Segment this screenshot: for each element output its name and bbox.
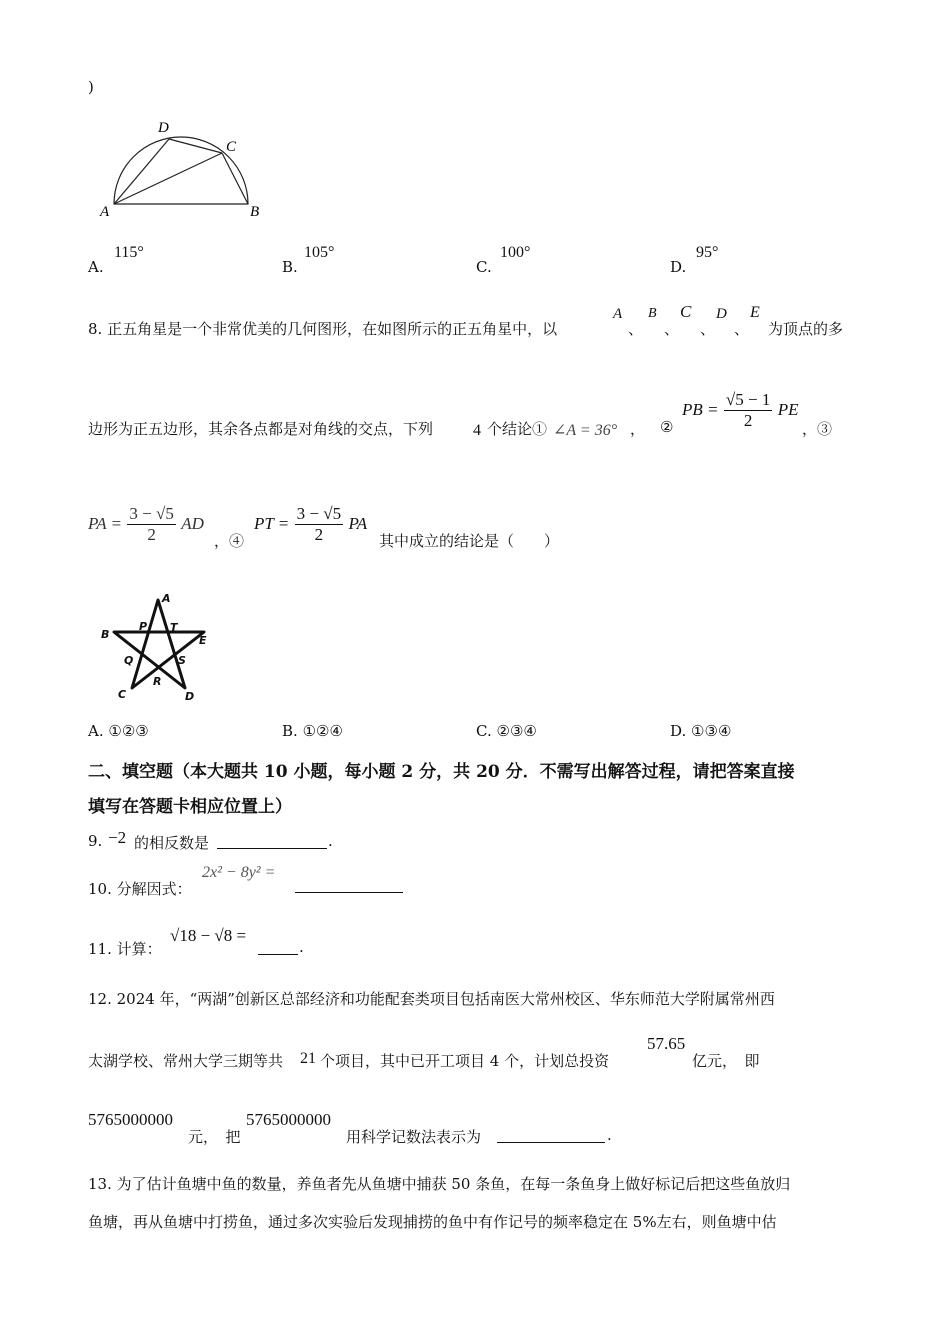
q12-line3-b: 用科学记数法表示为 [346, 1128, 482, 1146]
q8-vertex-d: D [716, 306, 727, 322]
fig2-label-p: P [139, 620, 148, 633]
q8-option-d-letter: D. [670, 722, 687, 740]
q13-line1: 13. 为了估计鱼塘中鱼的数量，养鱼者先从鱼塘中捕获 50 条鱼，在每一条鱼身上做好标记后把这些鱼放归 [88, 1175, 791, 1193]
q8-c4-denominator: 2 [314, 525, 324, 544]
q8-sep-4: 、 [734, 320, 750, 338]
q8-sep-2: 、 [664, 320, 680, 338]
fig2-label-e: E [199, 634, 207, 647]
q8-c4-fraction [295, 504, 343, 545]
q7-option-c-value: 100° [500, 244, 531, 261]
q8-conclusion-1: ∠A = 36° [553, 422, 618, 439]
q7-option-a-value: 115° [114, 244, 144, 261]
q8-c4-numerator: 3 − √5 [296, 504, 342, 523]
q12-amount: 57.65 [647, 1034, 686, 1053]
figure-semicircle [92, 112, 272, 222]
fig1-label-a: A [100, 204, 110, 220]
q8-c2-rhs: PE [777, 400, 799, 419]
q8-mark-3: ，③ [802, 420, 833, 438]
q10-answer-blank[interactable] [295, 878, 403, 893]
q10-expr: 2x² − 8y² = [202, 864, 276, 881]
q7-option-d-value: 95° [696, 244, 719, 261]
q8-comma-1: ， [630, 420, 646, 438]
fig2-label-s: S [178, 654, 186, 667]
q8-conclusion-4 [254, 504, 367, 545]
q12-count-21: 21 [300, 1050, 316, 1067]
q11-label: 11. 计算： [88, 940, 162, 958]
q8-c4-rhs: PA [348, 514, 368, 533]
q8-mark-4: ，④ [214, 532, 245, 550]
q7-option-a-letter: A. [88, 258, 104, 276]
q8-vertex-e: E [750, 304, 760, 321]
q12-line2-c: 亿元， 即 [692, 1052, 760, 1070]
q8-option-a-value: ①②③ [108, 722, 149, 740]
q7-option-b-value: 105° [304, 244, 335, 261]
q8-count: 4 [473, 422, 481, 439]
q7-option-b-letter: B. [282, 258, 298, 276]
q8-option-a-letter: A. [88, 722, 104, 740]
q9-number: 9. [88, 832, 103, 850]
q12-line2-b: 个项目，其中已开工项目 4 个，计划总投资 [320, 1052, 610, 1070]
q8-c2-numerator: √5 − 1 [725, 390, 771, 409]
q8-mark-2: ② [660, 418, 674, 436]
q8-option-d-value: ①③④ [691, 722, 732, 740]
q8-sep-3: 、 [700, 320, 716, 338]
q8-conclusion-2 [682, 390, 799, 431]
q8-c3-numerator: 3 − √5 [129, 504, 174, 523]
q8-line2-text: 边形为正五边形，其余各点都是对角线的交点，下列 [88, 420, 434, 438]
q8-sep-1: 、 [628, 320, 644, 338]
q8-line1-end: 为顶点的多 [768, 320, 844, 338]
q8-option-b [282, 722, 343, 740]
fig1-label-d: D [158, 120, 169, 136]
fig2-label-r: R [153, 675, 162, 688]
q8-option-d [670, 722, 731, 740]
q7-option-d-letter: D. [670, 258, 687, 276]
fig1-label-b: B [250, 204, 260, 220]
q9-answer-blank[interactable] [217, 834, 327, 849]
q7-option-c-letter: C. [476, 258, 492, 276]
fig2-label-b: B [101, 628, 110, 641]
q8-line1-text: 8. 正五角星是一个非常优美的几何图形，在如图所示的正五角星中，以 [88, 320, 558, 338]
q8-vertex-a: A [613, 306, 623, 322]
q11-answer-blank[interactable] [258, 940, 298, 955]
q12-answer-blank[interactable] [497, 1128, 605, 1143]
q13-line2: 鱼塘，再从鱼塘中打捞鱼，通过多次实验后发现捕捞的鱼中有作记号的频率稳定在 5%左右，则鱼塘中估 [88, 1213, 777, 1231]
q8-c2-fraction [724, 390, 772, 431]
fig2-label-t: T [170, 621, 178, 634]
q8-c3-fraction [127, 504, 175, 545]
section-2-heading-line2: 填写在答题卡相应位置上） [88, 797, 292, 817]
q11-end: . [299, 938, 304, 956]
q12-line3-a: 元， 把 [188, 1128, 241, 1146]
q12-line2-a: 太湖学校、常州大学三期等共 [88, 1052, 284, 1070]
q8-option-c [476, 722, 537, 740]
figure-pentagram [96, 588, 220, 704]
q8-option-a [88, 722, 149, 740]
q8-vertex-b: B [648, 306, 657, 321]
fig2-label-c: C [118, 688, 127, 701]
q8-c3-lhs: PA = [88, 514, 122, 533]
q8-option-c-value: ②③④ [496, 722, 537, 740]
q8-conclusion-3 [88, 504, 204, 545]
q12-line1: 12. 2024 年，“两湖”创新区总部经济和功能配套类项目包括南医大常州校区、华东师范大学附属常州西 [88, 990, 775, 1008]
fig1-label-c: C [226, 139, 237, 155]
fig2-label-d: D [185, 690, 195, 703]
q8-c3-denominator: 2 [147, 525, 156, 544]
q12-value-2: 5765000000 [246, 1110, 331, 1129]
continuation-paren: ) [88, 78, 94, 96]
q8-option-b-value: ①②④ [302, 722, 343, 740]
fig2-label-q: Q [124, 654, 134, 667]
fig2-label-a: A [162, 592, 171, 605]
q12-end: . [607, 1126, 612, 1144]
section-2-heading-line1: 二、填空题（本大题共 10 小题，每小题 2 分，共 20 分．不需写出解答过程，请把答案直接 [88, 762, 795, 782]
q8-option-c-letter: C. [476, 722, 492, 740]
q11-expr: √18 − √8 = [170, 926, 247, 945]
q8-option-b-letter: B. [282, 722, 298, 740]
q12-value-1: 5765000000 [88, 1110, 173, 1129]
q9-text: 的相反数是 [134, 834, 210, 852]
q8-line2-mid: 个结论① [487, 420, 548, 438]
q9-end: . [328, 832, 333, 850]
q9-expr: −2 [108, 828, 127, 847]
q8-c2-lhs: PB = [682, 400, 719, 419]
q10-label: 10. 分解因式： [88, 880, 192, 898]
q8-line3-end: 其中成立的结论是（ ） [379, 532, 560, 550]
q8-c4-lhs: PT = [254, 514, 290, 533]
q8-c3-rhs: AD [181, 514, 204, 533]
q8-vertex-c: C [680, 302, 692, 321]
q8-c2-denominator: 2 [743, 411, 753, 430]
